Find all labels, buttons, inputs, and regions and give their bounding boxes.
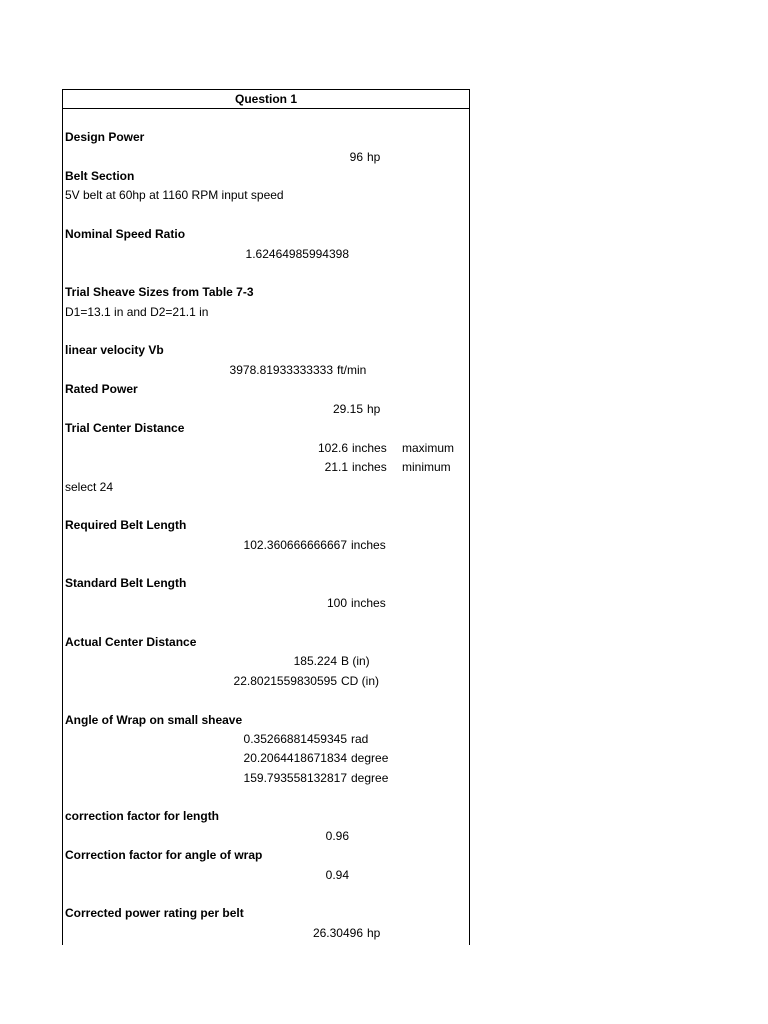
trial-center-max-note: maximum (402, 441, 455, 455)
trial-center-min-unit: inches (352, 460, 387, 474)
angle-wrap-deg1-value: 20.2064418671834 (243, 751, 347, 765)
trial-sheave-text: D1=13.1 in and D2=21.1 in (65, 305, 209, 319)
linear-velocity-value: 3978.81933333333 (229, 363, 333, 377)
trial-center-select: select 24 (65, 480, 114, 494)
angle-wrap-deg2-unit: degree (351, 771, 389, 785)
sheet-title: Question 1 (63, 90, 469, 109)
actual-center-b-value: 185.224 (293, 654, 337, 668)
linear-velocity-label: linear velocity Vb (65, 343, 164, 357)
rated-power-unit: hp (367, 402, 381, 416)
actual-center-b-unit: B (in) (341, 654, 370, 668)
corrected-power-unit: hp (367, 926, 381, 940)
corrected-power-value: 26.30496 (312, 926, 363, 940)
speed-ratio-value: 1.62464985994398 (245, 247, 349, 261)
cf-angle-label: Correction factor for angle of wrap (65, 848, 263, 862)
angle-wrap-deg2-value: 159.793558132817 (243, 771, 347, 785)
cf-angle-value: 0.94 (325, 868, 349, 882)
design-power-label: Design Power (65, 130, 145, 144)
spreadsheet-sheet (62, 89, 470, 945)
required-length-value: 102.360666666667 (243, 538, 347, 552)
angle-wrap-rad-unit: rad (351, 732, 369, 746)
design-power-value: 96 (349, 150, 363, 164)
corrected-power-label: Corrected power rating per belt (65, 906, 244, 920)
actual-center-label: Actual Center Distance (65, 635, 197, 649)
standard-length-unit: inches (351, 596, 386, 610)
design-power-unit: hp (367, 150, 381, 164)
angle-wrap-rad-value: 0.35266881459345 (243, 732, 347, 746)
actual-center-cd-unit: CD (in) (341, 674, 379, 688)
rated-power-label: Rated Power (65, 382, 138, 396)
required-length-label: Required Belt Length (65, 518, 187, 532)
angle-wrap-deg1-unit: degree (351, 751, 389, 765)
trial-sheave-label: Trial Sheave Sizes from Table 7-3 (65, 285, 254, 299)
standard-length-value: 100 (326, 596, 347, 610)
cf-length-value: 0.96 (325, 829, 349, 843)
trial-center-label: Trial Center Distance (65, 421, 185, 435)
angle-wrap-label: Angle of Wrap on small sheave (65, 713, 243, 727)
speed-ratio-label: Nominal Speed Ratio (65, 227, 186, 241)
trial-center-min-value: 21.1 (324, 460, 348, 474)
belt-section-text: 5V belt at 60hp at 1160 RPM input speed (65, 188, 284, 202)
cf-length-label: correction factor for length (65, 809, 220, 823)
standard-length-label: Standard Belt Length (65, 576, 187, 590)
rated-power-value: 29.15 (332, 402, 363, 416)
trial-center-min-note: minimum (402, 460, 451, 474)
linear-velocity-unit: ft/min (337, 363, 367, 377)
actual-center-cd-value: 22.8021559830595 (233, 674, 337, 688)
trial-center-max-value: 102.6 (317, 441, 348, 455)
required-length-unit: inches (351, 538, 386, 552)
trial-center-max-unit: inches (352, 441, 387, 455)
belt-section-label: Belt Section (65, 169, 135, 183)
